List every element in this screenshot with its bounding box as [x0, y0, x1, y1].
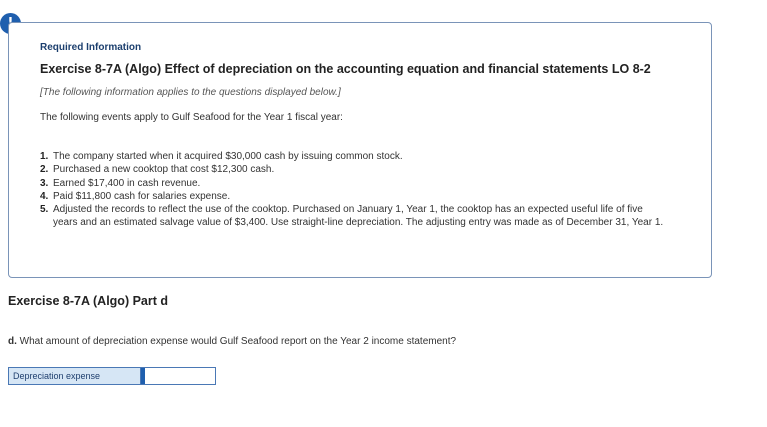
item-number: 4. — [40, 190, 49, 202]
instruction-note: [The following information applies to the questions displayed below.] — [40, 87, 341, 98]
item-text: Paid $11,800 cash for salaries expense. — [53, 190, 231, 202]
item-number: 2. — [40, 164, 49, 176]
item-number: 3. — [40, 177, 49, 189]
events-list — [40, 150, 670, 230]
depreciation-expense-label: Depreciation expense — [9, 368, 141, 384]
intro-text: The following events apply to Gulf Seafood for the Year 1 fiscal year: — [40, 112, 343, 123]
list-item — [40, 203, 670, 230]
answer-row — [8, 367, 216, 385]
question-letter: d. — [8, 336, 17, 347]
item-number: 5. — [40, 204, 49, 216]
list-item — [40, 163, 670, 176]
required-information-label: Required Information — [40, 42, 142, 53]
item-text: The company started when it acquired $30,000 cash by issuing common stock. — [53, 151, 403, 162]
question-text — [8, 336, 456, 347]
list-item — [40, 150, 670, 163]
part-title: Exercise 8-7A (Algo) Part d — [8, 294, 169, 308]
question-body: What amount of depreciation expense would Gulf Seafood report on the Year 2 income statement? — [19, 336, 457, 347]
item-text: Purchased a new cooktop that cost $12,300 cash. — [53, 164, 275, 176]
list-item — [40, 177, 670, 190]
exercise-title: Exercise 8-7A (Algo) Effect of depreciation on the accounting equation and financial statements LO 8-2 — [40, 62, 651, 76]
item-text: Adjusted the records to reflect the use of the cooktop. Purchased on January 1, Year 1, the cooktop has an expected useful life of five years and an estimated salvage value of $3,400. Use straight-line depreciation. The adjusting entry was made as of December 31, Year 1. — [53, 204, 664, 229]
depreciation-expense-input[interactable] — [141, 368, 215, 384]
item-text: Earned $17,400 in cash revenue. — [53, 177, 201, 189]
list-item — [40, 190, 670, 203]
item-number: 1. — [40, 151, 49, 162]
